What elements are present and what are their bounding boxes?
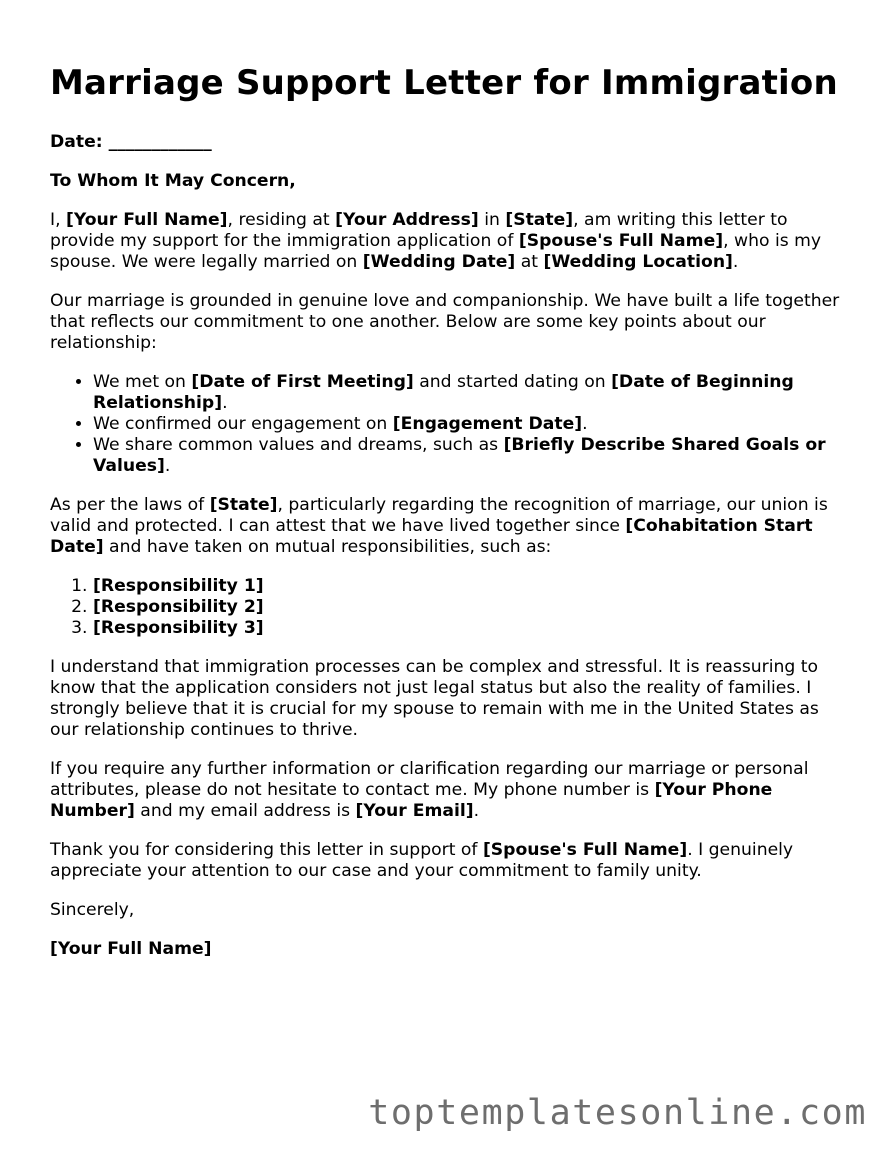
list-item xyxy=(93,414,850,435)
text: . xyxy=(164,456,171,476)
relationship-points-list xyxy=(50,372,850,477)
text: . xyxy=(732,252,739,272)
text: . I genuinely appreciate your attention to our case and your commitment to family unity. xyxy=(50,840,794,881)
watermark: toptemplatesonline.com xyxy=(368,1093,867,1133)
text: , who is my spouse. We were legally married on xyxy=(50,231,822,272)
placeholder-email: [Your Email] xyxy=(355,801,474,821)
placeholder-responsibility: [Responsibility 1] xyxy=(93,576,264,596)
placeholder-wedding-date: [Wedding Date] xyxy=(362,252,516,272)
placeholder-spouse-name: [Spouse's Full Name] xyxy=(518,231,724,251)
placeholder-relationship-start: [Date of Beginning Relationship] xyxy=(93,372,794,413)
placeholder-shared-goals: [Briefly Describe Shared Goals or Values] xyxy=(93,435,826,476)
text: I, xyxy=(50,210,66,230)
placeholder-first-meeting: [Date of First Meeting] xyxy=(191,372,414,392)
signature xyxy=(50,939,850,960)
intro-paragraph xyxy=(50,210,850,273)
text: . xyxy=(473,801,480,821)
contact-paragraph xyxy=(50,759,850,822)
text: at xyxy=(515,252,544,272)
text: . xyxy=(222,393,228,413)
text: If you require any further information or clarification regarding our marriage or personal attributes, please do not hesitate to contact me. My phone number is xyxy=(50,759,809,800)
understanding-paragraph: I understand that immigration processes can be complex and stressful. It is reassuring to know that the application considers not just legal status but also the reality of families. I strongly believe that it is crucial for my spouse to remain with me in the United States as our relationship continues to thrive. xyxy=(50,657,819,740)
text: and started dating on xyxy=(413,372,612,392)
letter-document xyxy=(50,62,850,978)
list-item xyxy=(93,576,850,597)
text: We met on xyxy=(93,372,192,392)
list-item xyxy=(93,597,850,618)
date-label: Date: ____________ xyxy=(50,132,212,152)
text: Thank you for considering this letter in support of xyxy=(50,840,483,860)
placeholder-responsibility: [Responsibility 2] xyxy=(93,597,264,617)
text: As per the laws of xyxy=(50,495,210,515)
placeholder-address: [Your Address] xyxy=(335,210,479,230)
placeholder-wedding-location: [Wedding Location] xyxy=(543,252,733,272)
placeholder-engagement-date: [Engagement Date] xyxy=(392,414,583,434)
list-item xyxy=(93,435,850,477)
page-title: Marriage Support Letter for Immigration xyxy=(50,63,838,103)
placeholder-phone: [Your Phone Number] xyxy=(50,780,773,821)
placeholder-spouse-name: [Spouse's Full Name] xyxy=(482,840,688,860)
text: and my email address is xyxy=(134,801,356,821)
thanks-paragraph xyxy=(50,840,850,882)
placeholder-responsibility: [Responsibility 3] xyxy=(93,618,264,638)
closing: Sincerely, xyxy=(50,900,135,920)
responsibilities-list xyxy=(50,576,850,639)
greeting-text: To Whom It May Concern, xyxy=(50,171,296,191)
list-item xyxy=(93,618,850,639)
text: in xyxy=(478,210,506,230)
relationship-paragraph: Our marriage is grounded in genuine love and companionship. We have built a life together that reflects our commitment to one another. Below are some key points about our relationship: xyxy=(50,291,840,353)
laws-paragraph xyxy=(50,495,850,558)
placeholder-state: [State] xyxy=(505,210,574,230)
placeholder-state: [State] xyxy=(209,495,278,515)
signature-name: [Your Full Name] xyxy=(50,939,212,959)
text: We share common values and dreams, such as xyxy=(93,435,504,455)
text: . xyxy=(582,414,588,434)
list-item xyxy=(93,372,850,414)
text: We confirmed our engagement on xyxy=(93,414,393,434)
placeholder-full-name: [Your Full Name] xyxy=(66,210,228,230)
greeting xyxy=(50,171,850,192)
placeholder-cohabitation-date: [Cohabitation Start Date] xyxy=(50,516,813,557)
text: , residing at xyxy=(227,210,336,230)
date-line xyxy=(50,132,850,153)
text: and have taken on mutual responsibilities, such as: xyxy=(103,537,552,557)
text: , particularly regarding the recognition of marriage, our union is valid and protected. I can attest that we have lived together since xyxy=(50,495,828,536)
text: , am writing this letter to provide my support for the immigration application of xyxy=(50,210,788,251)
